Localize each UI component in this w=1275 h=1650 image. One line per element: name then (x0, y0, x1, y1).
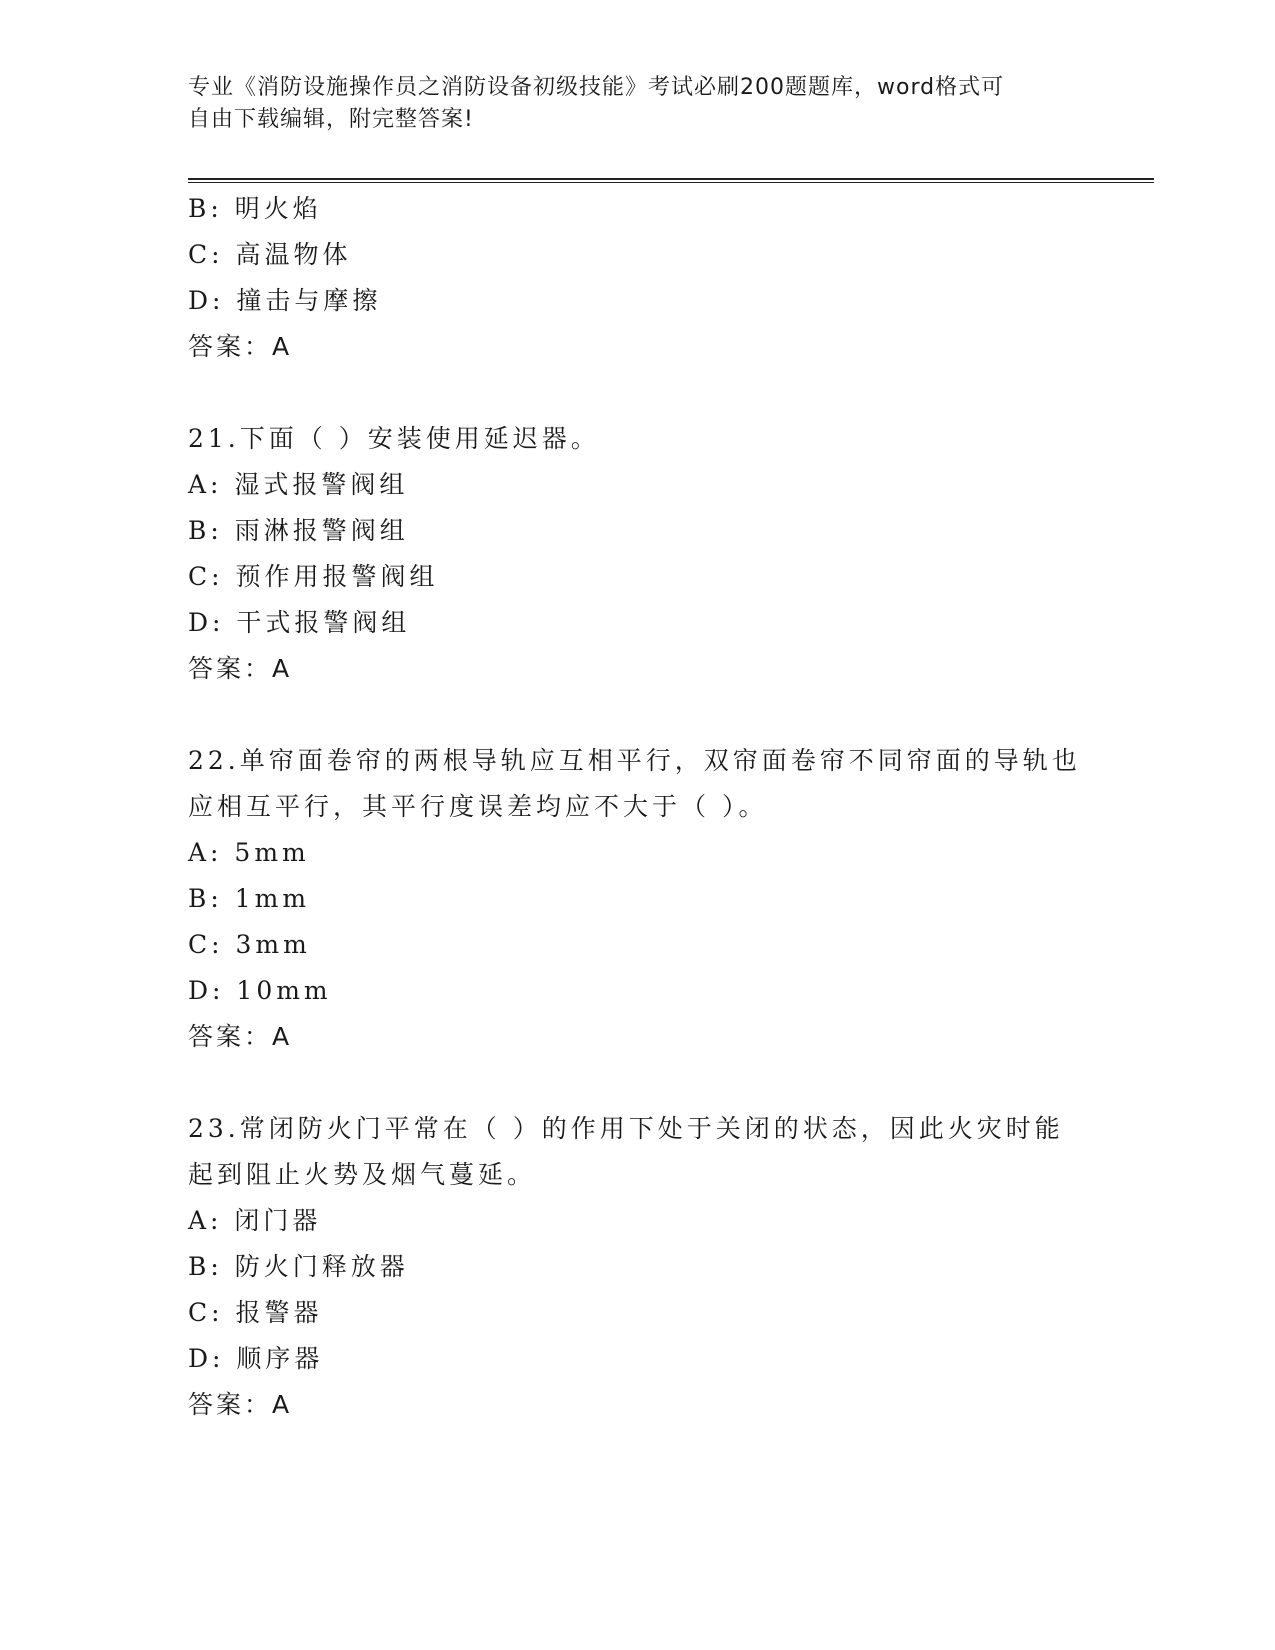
option-d: D: 10mm (188, 976, 332, 1005)
option-a: A: 5mm (188, 838, 310, 867)
answer-line: 答案：A (188, 332, 293, 361)
option-a: A: 闭门器 (188, 1206, 322, 1235)
continued-question (188, 186, 1088, 370)
header-divider (188, 178, 1154, 183)
option-b: B: 1mm (188, 884, 311, 913)
document-body (188, 186, 1088, 1428)
answer-line: 答案：A (188, 1022, 293, 1051)
option-b: B: 明火焰 (188, 194, 322, 223)
question-23 (188, 1106, 1088, 1428)
question-21 (188, 416, 1088, 692)
header-line-2: 自由下载编辑，附完整答案! (188, 107, 474, 132)
option-b: B: 防火门释放器 (188, 1252, 409, 1281)
stem-line: 起到阻止火势及烟气蔓延。 (188, 1160, 537, 1189)
question-22 (188, 738, 1088, 1060)
stem-line: 21.下面（ ）安装使用延迟器。 (188, 424, 600, 453)
answer-line: 答案：A (188, 1390, 293, 1419)
question-stem (188, 416, 1088, 462)
option-c: C: 报警器 (188, 1298, 323, 1327)
stem-line: 23.常闭防火门平常在（ ）的作用下处于关闭的状态，因此火灾时能 (188, 1114, 1064, 1143)
question-stem (188, 1106, 1088, 1198)
question-stem (188, 738, 1088, 830)
stem-line: 22.单帘面卷帘的两根导轨应互相平行，双帘面卷帘不同帘面的导轨也 (188, 746, 1081, 775)
option-d: D: 干式报警阀组 (188, 608, 411, 637)
option-a: A: 湿式报警阀组 (188, 470, 409, 499)
option-c: C: 高温物体 (188, 240, 352, 269)
answer-line: 答案：A (188, 654, 293, 683)
option-d: D: 顺序器 (188, 1344, 324, 1373)
option-b: B: 雨淋报警阀组 (188, 516, 409, 545)
header-line-1: 专业《消防设施操作员之消防设备初级技能》考试必刷200题题库，word格式可 (188, 75, 1005, 100)
document-header (188, 72, 1068, 136)
option-c: C: 预作用报警阀组 (188, 562, 439, 591)
option-c: C: 3mm (188, 930, 311, 959)
stem-line: 应相互平行，其平行度误差均应不大于（ ）。 (188, 792, 768, 821)
option-d: D: 撞击与摩擦 (188, 286, 382, 315)
